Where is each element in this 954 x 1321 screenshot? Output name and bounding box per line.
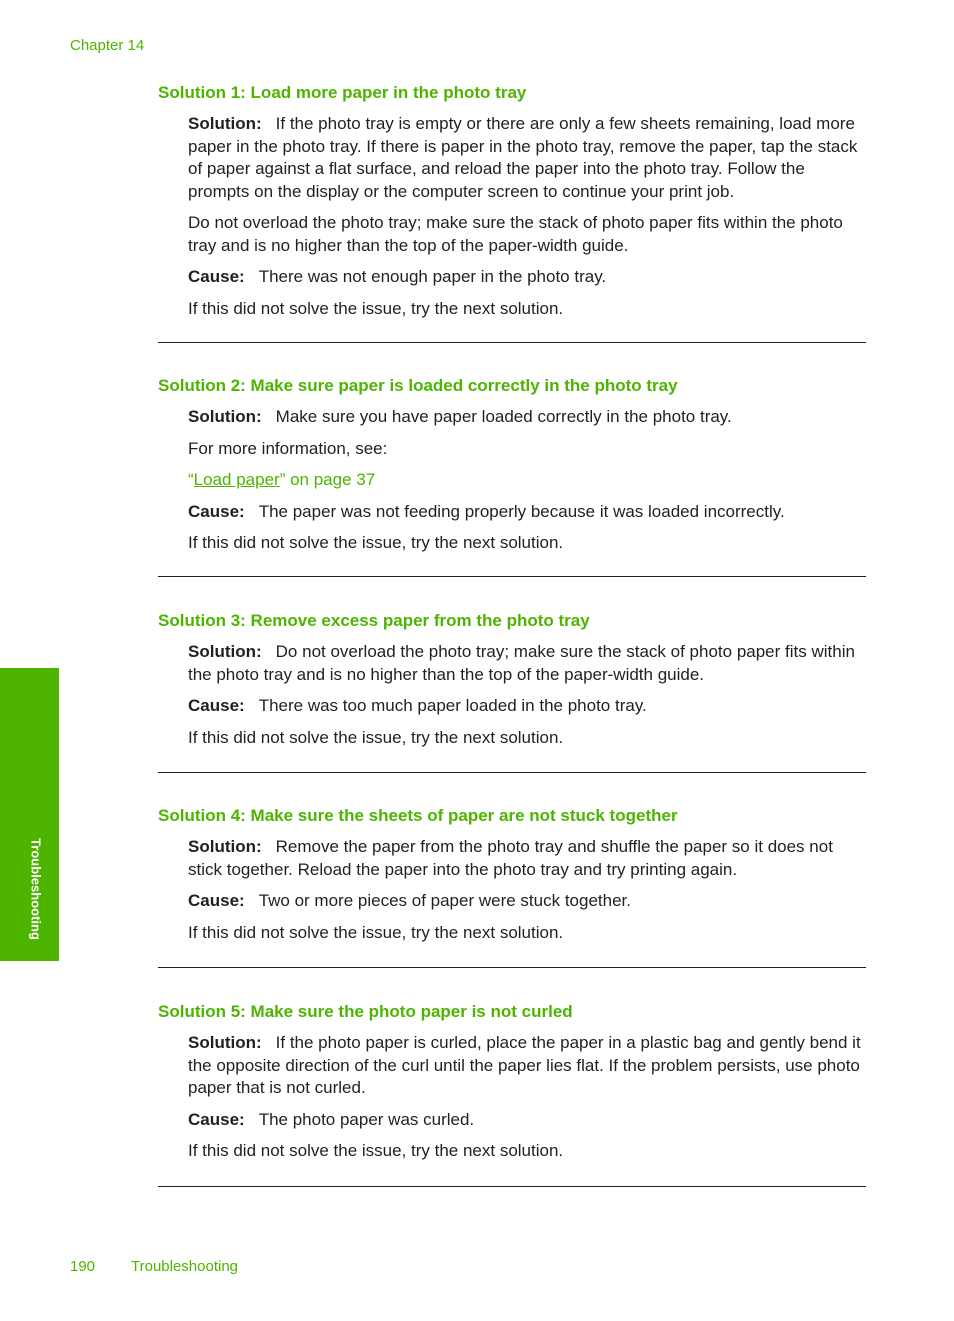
solution-paragraph [188, 836, 866, 881]
cause-text: There was not enough paper in the photo tray. [258, 267, 607, 286]
cause-text: There was too much paper loaded in the photo tray. [258, 696, 647, 715]
solution-label: Solution: [188, 642, 262, 661]
solution-text: Do not overload the photo tray; make sure the stack of photo paper fits within the photo tray and is no higher than the top of the paper-width guide. [188, 642, 855, 684]
cause-label: Cause: [188, 501, 245, 521]
cause-paragraph [188, 266, 866, 289]
cause-paragraph [188, 890, 866, 913]
solution-label: Solution: [188, 407, 262, 426]
solution-text: Remove the paper from the photo tray and shuffle the paper so it does not stick together. Reload the paper into the photo tray and try printing again. [188, 837, 833, 879]
solution-text: If the photo paper is curled, place the paper in a plastic bag and gently bend it the opposite direction of the curl until the paper lies flat. If the problem persists, use photo paper that is not curled. [188, 1033, 861, 1097]
solution-paragraph [188, 406, 866, 429]
section-title: Solution 3: Remove excess paper from the photo tray [158, 611, 590, 630]
section-title: Solution 5: Make sure the photo paper is not curled [158, 1002, 573, 1021]
side-tab-label: Troubleshooting [28, 838, 44, 940]
section-divider [158, 576, 866, 577]
section-title: Solution 2: Make sure paper is loaded correctly in the photo tray [158, 376, 678, 395]
load-paper-link[interactable]: Load paper [193, 470, 280, 489]
next-solution-text: If this did not solve the issue, try the next solution. [188, 922, 564, 942]
cause-paragraph [188, 1109, 866, 1132]
section-divider [158, 1186, 866, 1187]
link-open-quote: “ [188, 470, 194, 489]
section-divider [158, 772, 866, 773]
solution-paragraph [188, 1032, 866, 1100]
solution-label: Solution: [188, 1033, 262, 1052]
solution-paragraph [188, 641, 866, 686]
cause-label: Cause: [188, 267, 245, 286]
link-page-ref: ” on page 37 [279, 470, 376, 489]
page-number: 190 [70, 1258, 96, 1275]
section-solution-5 [158, 1001, 866, 1163]
next-solution-text: If this did not solve the issue, try the next solution. [188, 533, 564, 552]
next-solution-text: If this did not solve the issue, try the next solution. [188, 727, 564, 747]
cause-text: Two or more pieces of paper were stuck together. [258, 891, 631, 910]
cause-text: The paper was not feeding properly because it was loaded incorrectly. [258, 501, 785, 521]
extra-paragraph: Do not overload the photo tray; make sure the stack of photo paper fits within the photo tray and is no higher than the top of the paper-width guide. [188, 213, 843, 255]
chapter-header: Chapter 14 [70, 37, 145, 54]
section-solution-3 [158, 610, 866, 749]
cause-paragraph [188, 695, 866, 718]
next-solution-text: If this did not solve the issue, try the next solution. [188, 1141, 564, 1160]
footer-section-name: Troubleshooting [131, 1258, 239, 1275]
cause-label: Cause: [188, 1109, 245, 1129]
cause-text: The photo paper was curled. [258, 1109, 475, 1129]
cause-label: Cause: [188, 891, 245, 910]
section-divider [158, 967, 866, 968]
section-solution-1 [158, 82, 866, 320]
section-solution-4 [158, 805, 866, 944]
next-solution-text: If this did not solve the issue, try the next solution. [188, 298, 564, 318]
load-paper-reference [188, 469, 866, 492]
cause-label: Cause: [188, 696, 245, 715]
solution-text: Make sure you have paper loaded correctly in the photo tray. [275, 407, 732, 426]
solution-label: Solution: [188, 837, 262, 856]
cause-paragraph [188, 501, 866, 524]
section-solution-2 [158, 375, 866, 555]
solution-text: If the photo tray is empty or there are only a few sheets remaining, load more paper in the photo tray. If there is paper in the photo tray, remove the paper, tap the stack of paper against a flat surface, and reload the paper into the photo tray. Follow the prompts on the display or the computer screen to continue your print job. [188, 114, 858, 201]
section-title: Solution 4: Make sure the sheets of paper are not stuck together [158, 806, 678, 825]
solution-paragraph [188, 113, 866, 203]
solution-label: Solution: [188, 114, 262, 133]
section-title: Solution 1: Load more paper in the photo tray [158, 83, 527, 102]
more-info-text: For more information, see: [188, 438, 388, 458]
section-divider [158, 342, 866, 343]
